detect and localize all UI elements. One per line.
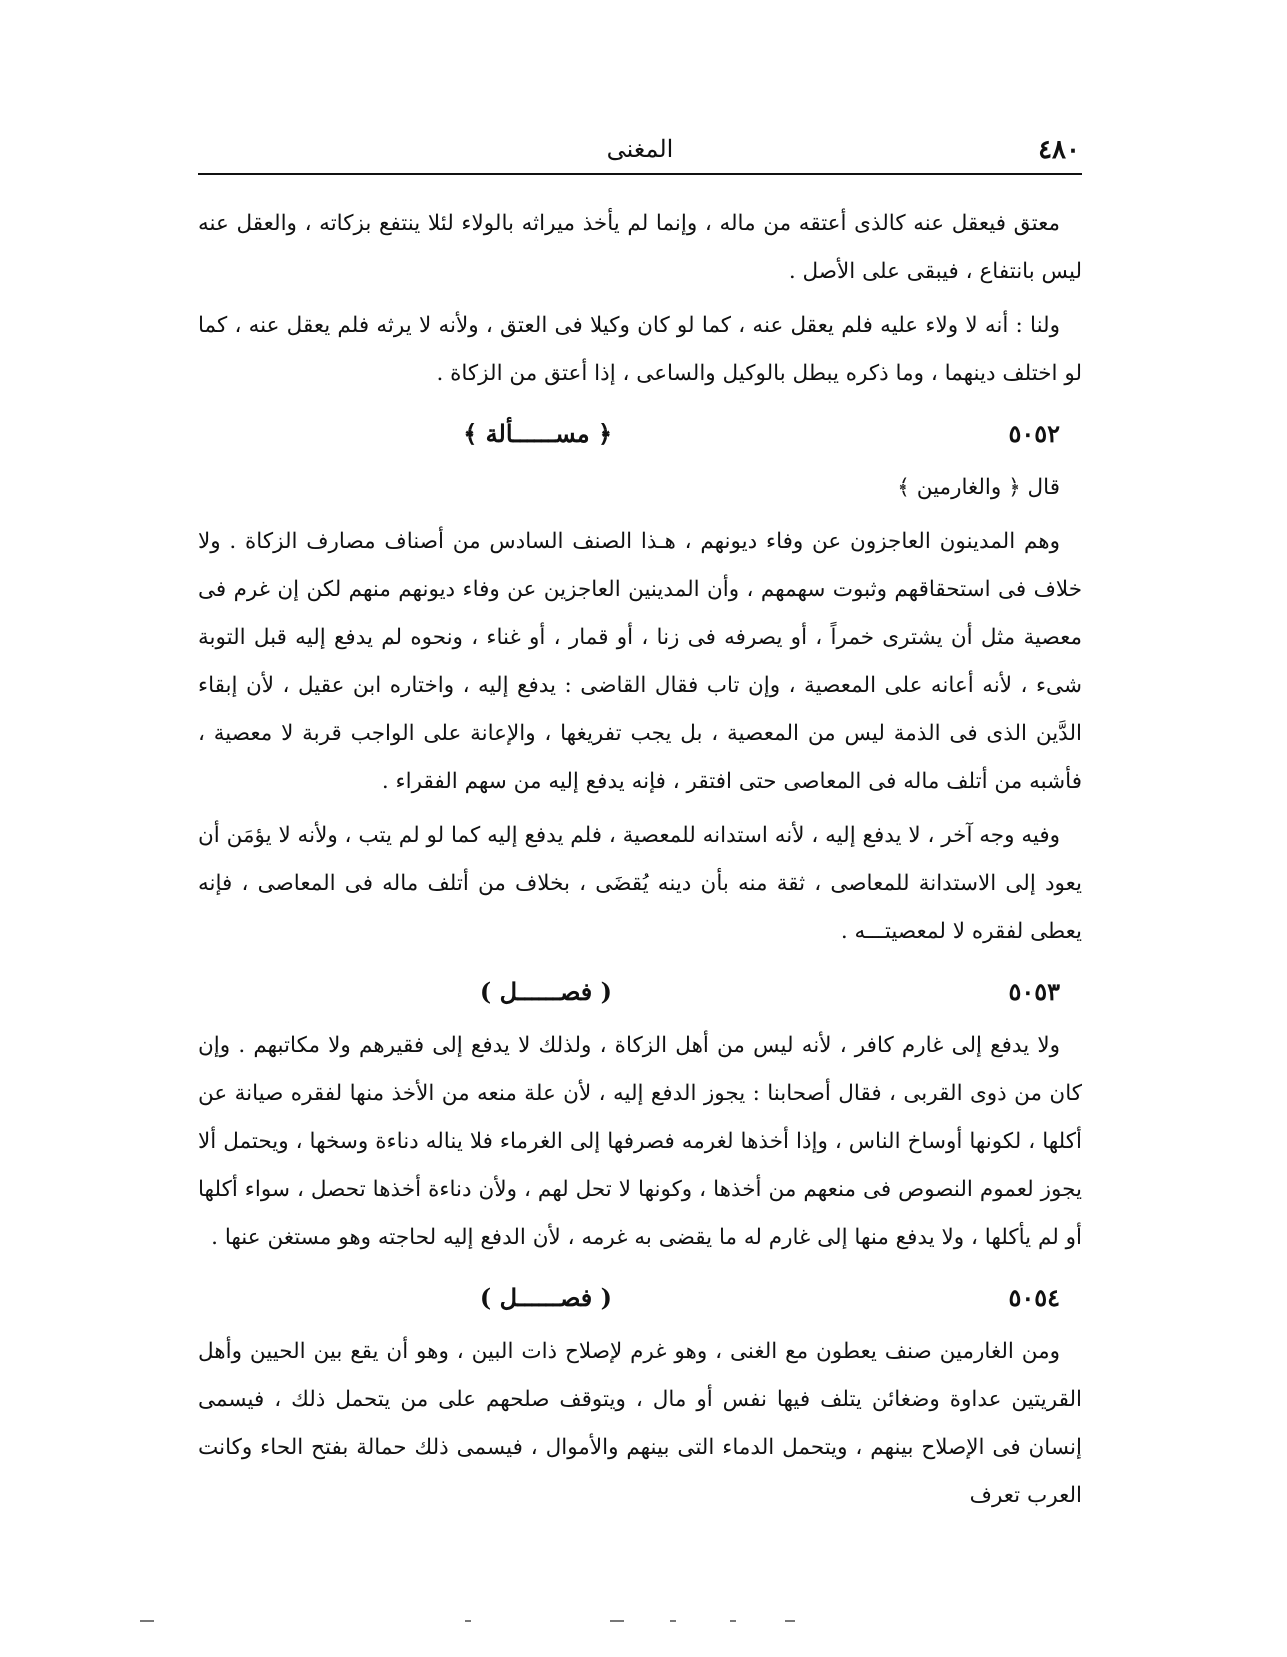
paragraph: ولا يدفع إلى غارم كافر ، لأنه ليس من أهل الزكاة ، ولذلك لا يدفع إلى فقيرهم ولا مكاتبهم . وإن كان من ذوى القربى ، فقال أصحابنا : يجوز الدفع إليه ، لأن علة منعه من الأخذ منها لفقره صيانة عن أكلها ، لكونها أوساخ الناس ، وإذا أخذها لغرمه فصرفها إلى الغرماء فلا يناله دناءة وسخها ، ويحتمل ألا يجوز لعموم النصوص فى منعهم من أخذها ، وكونها لا تحل لهم ، ولأن دناءة أخذها تحصل ، سواء أكلها أو لم يأكلها ، ولا يدفع منها إلى غارم له ما يقضى به غرمه ، لأن الدفع إليه لحاجته وهو مستغن عنها . [198, 1033, 1082, 1250]
section-number: ٥٠٥٢ [1008, 419, 1060, 448]
scan-artifacts [140, 1620, 820, 1626]
running-title: المغنى [606, 135, 674, 163]
scan-mark [730, 1620, 736, 1622]
scan-mark [465, 1620, 471, 1622]
section-label: ( فصــــــل ) [479, 977, 612, 1006]
section-label: ﴿ مســــــألة ﴾ [463, 419, 612, 448]
section-heading-5053 [198, 962, 1082, 1022]
scan-mark [785, 1620, 795, 1622]
page-body [198, 200, 1082, 1526]
paragraph: ولنا : أنه لا ولاء عليه فلم يعقل عنه ، كما لو كان وكيلا فى العتق ، ولأنه لا يرثه فلم يعقل عنه ، كما لو اختلف دينهما ، وما ذكره يبطل بالوكيل والساعى ، إذا أعتق من الزكاة . [198, 313, 1082, 386]
section-number: ٥٠٥٤ [1008, 1283, 1060, 1312]
paragraph: ومن الغارمين صنف يعطون مع الغنى ، وهو غرم لإصلاح ذات البين ، وهو أن يقع بين الحيين وأهل القريتين عداوة وضغائن يتلف فيها نفس أو مال ، ويتوقف صلحهم على من يتحمل ذلك ، فيسمى إنسان فى الإصلاح بينهم ، ويتحمل الدماء التى بينهم والأموال ، فيسمى ذلك حمالة بفتح الحاء وكانت العرب تعرف [198, 1339, 1082, 1508]
paragraph: معتق فيعقل عنه كالذى أعتقه من ماله ، وإنما لم يأخذ ميراثه بالولاء لئلا ينتفع بزكاته ، والعقل عنه ليس بانتفاع ، فيبقى على الأصل . [198, 211, 1082, 284]
scan-mark [610, 1620, 624, 1622]
page-header [200, 135, 1080, 175]
paragraph: وهم المدينون العاجزون عن وفاء ديونهم ، هـذا الصنف السادس من أصناف مصارف الزكاة . ولا خلاف فى استحقاقهم وثبوت سهمهم ، وأن المدينين العاجزين عن وفاء ديونهم منهم لكن إن غرم فى معصية مثل أن يشترى خمراً ، أو يصرفه فى زنا ، أو قمار ، أو غناء ، ونحوه لم يدفع إليه قبل التوبة شىء ، لأنه أعانه على المعصية ، وإن تاب فقال القاضى : يدفع إليه ، واختاره ابن عقيل ، لأن إبقاء الدَّين الذى فى الذمة ليس من المعصية ، بل يجب تفريغها ، والإعانة على الواجب قربة لا معصية ، فأشبه من أتلف ماله فى المعاصى حتى افتقر ، فإنه يدفع إليه من سهم الفقراء . [198, 529, 1082, 794]
section-intro: قال ﴿ والغارمين ﴾ [897, 475, 1060, 500]
scan-mark [140, 1620, 154, 1622]
section-heading-5054 [198, 1268, 1082, 1328]
section-number: ٥٠٥٣ [1008, 977, 1060, 1006]
scan-mark [670, 1620, 676, 1622]
section-heading-5052 [198, 404, 1082, 464]
paragraph: وفيه وجه آخر ، لا يدفع إليه ، لأنه استدانه للمعصية ، فلم يدفع إليه كما لو لم يتب ، ولأنه لا يؤمَن أن يعود إلى الاستدانة للمعاصى ، ثقة منه بأن دينه يُقضَى ، بخلاف من أتلف ماله فى المعاصى ، فإنه يعطى لفقره لا لمعصيتـــه . [198, 823, 1082, 944]
page-number: ٤٨٠ [1038, 135, 1080, 165]
section-label: ( فصــــــل ) [479, 1283, 612, 1312]
header-rule [198, 173, 1082, 175]
